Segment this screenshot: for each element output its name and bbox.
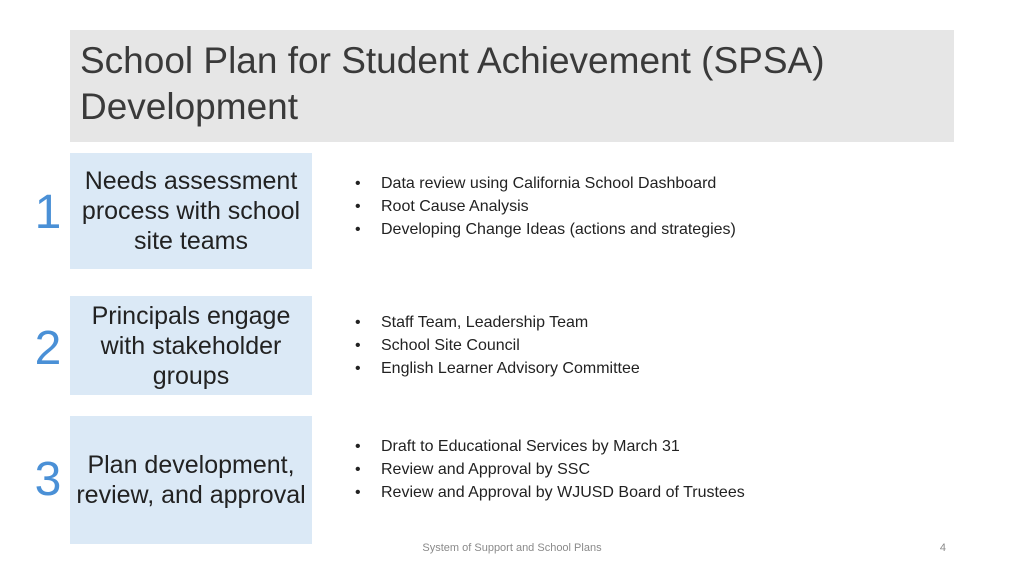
bullet-item [355,218,736,241]
bullet-item [355,357,640,380]
bullet-text: English Learner Advisory Committee [381,360,640,377]
bullet-dot: • [355,438,361,455]
bullet-dot: • [355,198,361,215]
bullet-text: Root Cause Analysis [381,198,529,215]
bullet-dot: • [355,484,361,501]
bullet-dot: • [355,461,361,478]
bullet-item [355,435,745,458]
bullet-text: Review and Approval by WJUSD Board of Trustees [381,484,745,501]
slide-page-number: 4 [939,542,946,554]
step-2-number: 2 [34,322,62,375]
bullet-item [355,334,640,357]
bullet-item [355,172,736,195]
step-3-bullet-list [355,435,745,504]
step-3-number: 3 [34,453,62,506]
bullet-text: Draft to Educational Services by March 31 [381,438,680,455]
bullet-dot: • [355,337,361,354]
step-1-number: 1 [34,186,62,239]
step-3-label: Plan development, review, and approval [76,451,306,509]
step-2-bullet-list [355,311,640,380]
bullet-dot: • [355,221,361,238]
bullet-text: Review and Approval by SSC [381,461,590,478]
bullet-text: Staff Team, Leadership Team [381,314,589,331]
slide-footer: System of Support and School Plans [422,542,602,554]
bullet-item [355,458,745,481]
bullet-item [355,311,640,334]
step-2-label: Principals engage with stakeholder groups [91,301,291,390]
slide-title: School Plan for Student Achievement (SPSA) Development [80,40,825,127]
step-1-bullet-list [355,172,736,241]
bullet-dot: • [355,175,361,192]
bullet-text: Developing Change Ideas (actions and strategies) [381,221,736,238]
step-1-box [70,153,312,269]
bullet-text: Data review using California School Dashboard [381,175,717,192]
bullet-text: School Site Council [381,337,520,354]
bullet-item [355,195,736,218]
bullet-dot: • [355,314,361,331]
bullet-dot: • [355,360,361,377]
step-2-box [70,296,312,395]
title-bar [70,30,954,142]
step-3-box [70,416,312,544]
bullet-item [355,481,745,504]
step-1-label: Needs assessment process with school site teams [81,167,301,255]
